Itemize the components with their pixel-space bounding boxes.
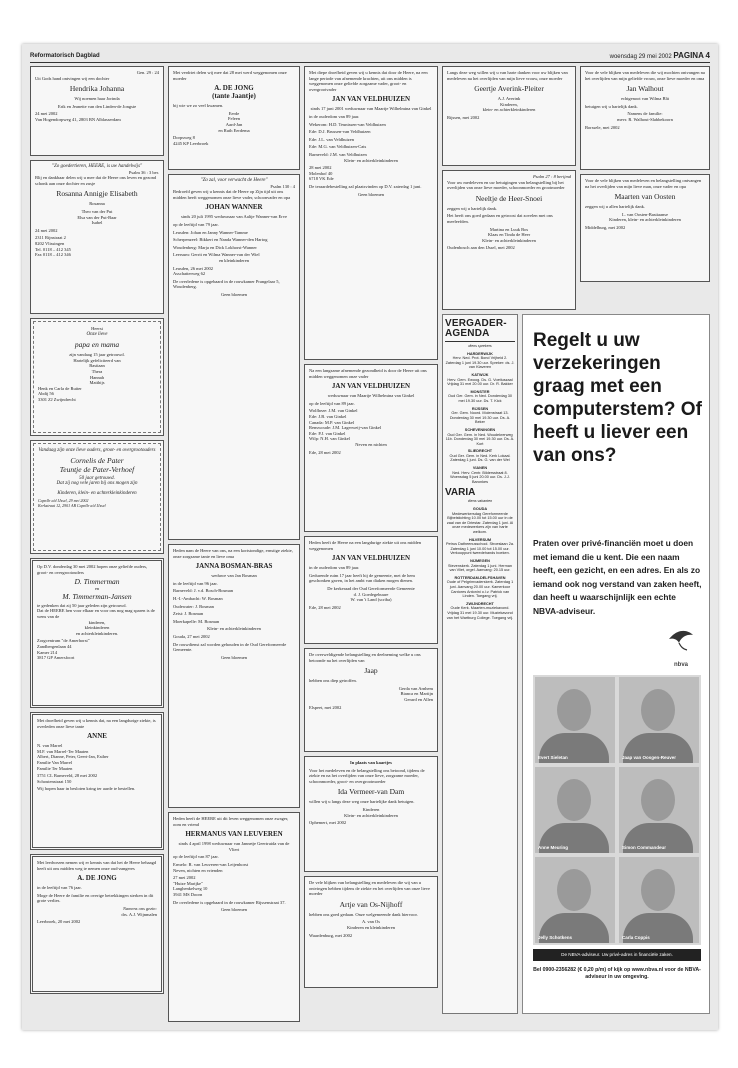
ad-body: Praten over privé-financiën moet u doen met iemand die u kent. Die een naam heeft, een gezicht, en een adres. En als zo iemand ook nog verstand van zaken heeft, dan heeft u waarschijnlijk een echte NBVA-adviseur. [533, 538, 702, 616]
advisor-photo: Jelly Schotkens [535, 857, 615, 943]
page-header [30, 50, 710, 63]
advisor-photo: Jaap van Oosgen-Reuver [619, 677, 699, 763]
agenda-entry: MONSTER Oud Ger. Gem. in Ned. Donderdag 30 mei 19.30 uur. Ds. T. Kick [448, 389, 512, 403]
varia-entry: ROTTERDAM-DELFSHAVEN Oude of Pelgrimvaderskerk. Zaterdag 1 juni. Aanvang 20.00 uur. Kamerkoor Cantores Antonini o.l.v. Patrick van Linden. Toegang vrij. [446, 575, 514, 599]
obituary-anne: Met droefheid geven wij u kennis dat, na een langdurige ziekte, is overleden onze lieve tante ANNE N. van Marrel M.F. van Marrel-Ter Maaten Albert, Dianne, Peter, Geert-Jan, Esther Familie Van Marrel Familie Ter Maaten 3751 CL Barneveld, 28 mei 2002 Schoutenstraat 150 Wij hopen haar in besloten kring ter aarde te bestellen. [30, 712, 164, 850]
obituary-a-de-jong-church: Met leedwezen nemen wij er kennis van dat het de Heere behaagd heeft uit ons midden weg te nemen onze oud-zangeres A. DE JONG in de leeftijd van 76 jaar. Moge de Heere de familie en overige betrekkingen sterken in dit grote verlies. Namens ons gezin: drs. A.J. Wijnmalen Leerbroek, 20 mei 2002 [30, 854, 164, 994]
obituary-a-de-jong: Met verdriet delen wij mee dat 28 mei werd weggenomen onze moeder A. DE JONG (tante Jaantje) bij wie we zo veel kwamen. Eerde Feleen Aard-Jan en Ruth Eerdema Dorpsweg 8 4245 KP Leerbroek [168, 66, 300, 170]
thanks-jan-walhout: Voor de vele blijken van medeleven die wij mochten ontvangen na het overlijden van mijn geliefde vrouw, onze lieve moeder en oma Jan Walhout echtgenoot van Wilma Blü betuigen wij u hartelijk dank. Namens de familie: mevr. R. Walhout-Slabbekoorn Borssele, mei 2002 [580, 66, 710, 170]
thanks-neeltje-de-heer: Psalm 27 : 8 berijmd Voor uw medeleven en uw betuigingen van belangstelling bij het overlijden van onze lieve moeder, schoonmoeder en grootmoeder Neeltje de Heer-Snoei zeggen wij u hartelijk dank. Het heeft ons goed gedaan en getroost dat zovelen met ons meeleefden. Martina en Luuk Bos Klaas en Tinda de Heer Klein- en achterkleinkinderen Oudenbosch aan den IJssel, mei 2002 [442, 170, 576, 310]
thanks-artje-van-os: De vele blijken van belangstelling en medeleven die wij van u ontvingen hebben tijdens de ziekte en het overlijden van onze lieve moeder Artje van Os-Nijhoff hebben ons goed gedaan. Onze welgemeende dank hiervoor. A. van Os Kinderen en kleinkinderen Waardenburg, mei 2002 [304, 876, 438, 988]
obituary-hermanus-van-leuveren: Heden heeft de HEERE uit dit leven weggenomen onze zwager, oom en vriend HERMANUS VAN LEUVEREN sinds 4 april 1998 weduwnaar van Jannetje Geertruida van de Vliert op de leeftijd van 87 jaar. Ermelo: R. van Leuveren-van Leijenhorst Neven, nichten en vrienden 27 mei 2002 "Huize Marijke" Langhenkelweg 10 3941 MS Doorn De overledene is opgebaard in de rouwkamer Rijssenstraat 37. Geen bloemen [168, 812, 300, 1022]
agenda-entry: HARDERWIJK Herv. Ned. Prot. Bond Vrijheid 2. Zaterdag 1 juni 19.30 uur. Spreker: ds. J. van Klaveren [445, 351, 515, 370]
varia-title: VARIA [445, 487, 476, 499]
agenda-entry: KATWIJK Herv. Gem. Ewoog. Ds. G. Voetiuszaal Vrijdag 31 mei 20.00 uur. Dr. R. Bakker [447, 372, 513, 387]
newspaper-page [22, 44, 718, 1030]
thanks-geertje-averink: Langs deze weg willen wij u van harte danken voor uw blijken van medeleven na het overlijden van mijn lieve vrouw, onze moeder Geertje Averink-Pleiter A.J. Averink Kinderen, klein- en achterkleinkinderen Rijssen, mei 2002 [442, 66, 576, 166]
meeting-agenda: VERGADER- AGENDA diens sprekers HARDERWIJK Herv. Ned. Prot. Bond Vrijheid 2. Zaterdag 1 juni 19.30 uur. Spreker: ds. J. van Klaveren KATWIJK Herv. Gem. Ewoog. Ds. G. Voetiuszaal Vrijdag 31 mei 20.00 uur. Dr. R. Bakker MONSTER Oud Ger. Gem. in Ned. Donderdag 30 mei 19.30 uur. Ds. T. Kick RIJSSEN Ger. Gem. Noord. Molenstraat 13. Donderdag 30 mei 19.30 uur. Ds. A. Beker SCHEVENINGEN Oud Ger. Gem. in Ned. Woudekrerweg 11b. Donderdag 30 mei 19.30 uur. Ds. A. Kort SLIEDRECHT Oud Ger. Gem. in Ned. Kerk Lokaal. Zaterdag 1 juni. Ds. G. van der Wel VIANEN Ned. Herv. Centr. Bildersstraat 8. Woensdag 5 juni 20.00 uur. Ds. J.J. Baronkes VARIA diens vakanten GOUDA Medewerkersdag Gereformeerde Bijbelstichting 10.00 tot 15.00 uur in de zaal van de Driestar. Zaterdag 1 juni. Al onze medewerkers zijn van harte welkom. HILVERSUM Petrus Datheenusschool. Stroeslaan 2a. Zaterdag 1 juni 10.00 tot 15.00 uur. Verkooppunt tweedehands boeken. NIJMEGEN Stevenskerk. Zaterdag 1 juni. Herman van Vliet, orgel. Aanvang: 20.15 uur. ROTTERDAM-DELFSHAVEN Oude of Pelgrimvaderskerk. Zaterdag 1 juni. Aanvang 20.00 uur. Kamerkoor Cantores Antonini o.l.v. Patrick van Linden. Toegang vrij. ZWIJNDRECHT Oude Kerk. Maarten-muziekavond. Vrijdag 31 mei 19.30 uur. Muziekavond van het Wartburg College. Toegang vrij. [442, 314, 518, 1014]
agenda-entry: SLIEDRECHT Oud Ger. Gem. in Ned. Kerk Lokaal. Zaterdag 1 juni. Ds. G. van der Wel [449, 449, 511, 463]
thanks-jaap: De overweldigende belangstelling en deelneming welke u ons betoonde na het overlijden van Jaap hebben ons diep getroffen. Gerda van Arnhem Bianca en Martijn Gerard en Allen Elspeet, mei 2002 [304, 648, 438, 752]
agenda-entry: SCHEVENINGEN Oud Ger. Gem. in Ned. Woudekrerweg 11b. Donderdag 30 mei 19.30 uur. Ds. A. Kort [445, 427, 515, 446]
nbva-advertisement [522, 314, 710, 1014]
obituary-janna-bosman-bras: Heden nam de Heere van ons, na een kortstondige, ernstige ziekte, onze zorgzame tante en lieve oma JANNA BOSMAN-BRAS weduwe van Jan Bosman in de leeftijd van 96 jaar. Barneveld: J. v.d. Bosch-Bosman H.-I.-Ambacht: W. Bosman Oudewater: J. Bosman Zeist: J. Bosman Moerkapelle: M. Bosman Klein- en achterkleinkinderen Gouda, 27 mei 2002 De rouwdienst zal worden gehouden in de Oud Gereformeerde Gemeente. Geen bloemen [168, 544, 300, 808]
advisor-photo: Anne Meuring [535, 767, 615, 853]
ad-tagline-band: De NBVA-adviseur. Uw privé-adres in financiële zaken. [533, 949, 701, 961]
announcement-birth-hendrika: Gen. 29 : 24 Uit Gods hand ontvingen wij een dochter Hendrika Johanna Wij noemen haar Jorinda Erik en Jeanette van den Linden-de Jongste 24 mei 2002 Van Hogendorpweg 41, 2803 BN Alblasserdam [30, 66, 164, 156]
page-info: woensdag 29 mei 2002 PAGINA 4 [609, 51, 710, 60]
advisor-photo: Simon Commandeur [619, 767, 699, 853]
ad-headline: Regelt u uw verzekeringen graag met een computerstem? Of heeft u liever een van ons? [533, 330, 702, 466]
advisor-photo: Carla Coppis [619, 857, 699, 943]
ad-photo-grid [533, 675, 701, 945]
bird-icon [661, 625, 701, 661]
obituary-jan-van-veldhuizen-in-laws: Na een langzame afnemende gezondheid is door de Heere uit ons midden weggenomen onze vader JAN VAN VELDHUIZEN weduwnaar van Maartje Wilhelmina van Ginkel op de leeftijd van 89 jaar. Wolfheze: J.M. van Ginkel Ede: J.B. van Ginkel Canada: M.P. van Ginkel Renswoude: J.M. Lagerweij-van Ginkel Ede: P.J. van Ginkel Wilp: N.H. van Ginkel Neven en nichten Ede, 28 mei 2002 [304, 364, 438, 532]
announcement-anniversary-papa-mama: Heerst Onze lieve papa en mama zijn vandaag 15 jaar getrouwd. Hartelijk gefeliciteerd van Bastiaan Thera Hannah Matthijs Henk en Carla de Ruiter Abdij 56 3301 ZJ Zwijndrecht [30, 318, 164, 436]
obituary-johan-wanner: "Zo zal, voor verwacht de Heere" Psalm 130 : 4 Bedroefd geven wij u kennis dat de Heere op Zijn tijd uit ons midden heeft weggenomen onze lieve vader, schoonvader en opa JOHAN WANNER sinds 20 juli 1995 weduwnaar van Aaltje Wanner-van Erve op de leeftijd van 79 jaar. Leusden: Johan en Janny Wanner-Tamme Scherpenzeel: Bikkert en Nanda Wanner-den Hartog Woudenberg: Marja en Dick Lokhorst-Wanner Leersum: Gerrit en Wilma Wanner-van der Wiel en kleinkinderen Leusden, 26 mei 2002 Asschatterweg 62 De overledene is opgebaard in de rouwkamer Prangelaar 5, Woudenberg. Geen bloemen [168, 174, 300, 540]
varia-entry: ZWIJNDRECHT Oude Kerk. Maarten-muziekavond. Vrijdag 31 mei 19.30 uur. Muziekavond van het Wartburg College. Toegang vrij. [446, 601, 514, 620]
varia-entry: NIJMEGEN Stevenskerk. Zaterdag 1 juni. Herman van Vliet, orgel. Aanvang: 20.15 uur. [448, 558, 512, 573]
obituary-jan-van-veldhuizen-family: Met diepe droefheid geven wij u kennis dat door de Heere, na een lange periode van afnemende krachten, uit ons midden is weggenomen onze geliefde zorgzame vader, groot- en overgrootvader JAN VAN VELDHUIZEN sinds 17 juni 2001 weduwnaar van Maartje Wilhelmina van Ginkel in de ouderdom van 89 jaar. Wekerom: H.D. Teunissen-van Veldhuizen Ede: D.J. Brussen-van Veldhuizen Ede: J.L. van Veldhuizen Ede: M.G. van Veldhuizen-Cats Barneveld: J.M. van Veldhuizen Klein- en achterkleinkinderen 28 mei 2002 Molenhof 40 6718 VK Ede De teraardebestelling zal plaatsvinden op D.V. zaterdag 1 juni. Geen bloemen [304, 66, 438, 360]
obituary-jan-van-veldhuizen-church: Heden heeft de Heere na een langdurige ziekte uit ons midden weggenomen JAN VAN VELDHUIZEN in de ouderdom van 89 jaar. Gedurende ruim 17 jaar heeft hij de gemeente, met de hem geschonken gaven, in het ambt van diaken mogen dienen. De kerkeraad der Oud Gereformeerde Gemeente d. J. Goedegebuure W. van 't Land (scriba) Ede, 28 mei 2002 [304, 536, 438, 644]
agenda-title: VERGADER- AGENDA [445, 319, 515, 342]
newspaper-name: Reformatorisch Dagblad [30, 53, 100, 59]
announcement-anniversary-timmerman: Op D.V. donderdag 30 mei 2002 hopen onze geliefde ouders, groot- en overgrootouders D. Timmerman en M. Timmerman-Jansen te gedenken dat zij 50 jaar geleden zijn getrouwd. Dat de HEERE hen voor elkaar en voor ons nog mag sparen is de wens van de kinderen, kleinkinderen en achterkleinkinderen. Zorgcentrum "de Amerhorst" Zandbergenlaan 44 Kamer 214 3817 GP Amersfoort [30, 558, 164, 708]
varia-entry: HILVERSUM Petrus Datheenusschool. Stroeslaan 2a. Zaterdag 1 juni 10.00 tot 15.00 uur. Verkooppunt tweedehands boeken. [446, 537, 514, 556]
advisor-photo: Evert Sieletan [535, 677, 615, 763]
announcement-anniversary-de-pater: Vandaag zijn onze lieve ouders, groot- en overgrootouders Cornelis de Pater Teuntje de Pater-Verhoef 50 jaar getrouwd. Dat zij nog vele jaren bij ons mogen zijn Kinderen, klein- en achterkleinkinderen Capelle a/d IJssel, 29 mei 2002 Kerkstraat 12, 2901 AB Capelle a/d IJssel [30, 440, 164, 554]
thanks-maarten-van-oosten: Voor de vele blijken van medeleven en belangstelling ontvangen na het overlijden van mijn lieve man, onze vader en opa Maarten van Oosten zeggen wij u allen hartelijk dank. L. van Oosten-Bastiaanse Kinderen, klein- en achterkleinkinderen Middelburg, mei 2002 [580, 174, 710, 282]
announcement-birth-rosanna: "Zo goedertieren, HEERE, is uw handelwijs" Psalm 36 : 3 ber. Blij en dankbaar delen wij u mee dat de Heere ons leven en gezond schonk aan onze dochter en zusje Rosanna Annigje Elisabeth Rosanna Theo van der Put Elsa van der Put-Baar Isabel 24 mei 2002 2311 Rijnstraat 2 8202 Vlissingen Tel. 0118 – 412 345 Fax 0118 – 412 346 [30, 160, 164, 314]
thanks-ida-vermeer: In plaats van kaartjes Voor het medeleven en de belangstelling ons betoond, tijdens de ziekte en na het overlijden van onze lieve, zorgzame moeder, schoonmoeder, groot- en overgrootmoeder Ida Vermeer-van Dam willen wij u langs deze weg onze hartelijke dank betuigen. Kinderen Klein- en achterkleinkinderen Ophemert, mei 2002 [304, 756, 438, 872]
agenda-entry: RIJSSEN Ger. Gem. Noord. Molenstraat 13. Donderdag 30 mei 19.30 uur. Ds. A. Beker [449, 406, 511, 425]
nbva-logo: nbva [661, 625, 701, 661]
agenda-entry: VIANEN Ned. Herv. Centr. Bildersstraat 8. Woensdag 5 juni 20.00 uur. Ds. J.J. Baronkes [450, 466, 510, 484]
ad-contact: Bel 0900-2356282 (€ 0,20 p/m) of kijk op www.nbva.nl voor de NBVA-adviseur in uw omgeving. [533, 967, 701, 980]
varia-entry: GOUDA Medewerkersdag Gereformeerde Bijbelstichting 10.00 tot 15.00 uur in de zaal van de Driestar. Zaterdag 1 juni. Al onze medewerkers zijn van harte welkom. [446, 507, 514, 534]
